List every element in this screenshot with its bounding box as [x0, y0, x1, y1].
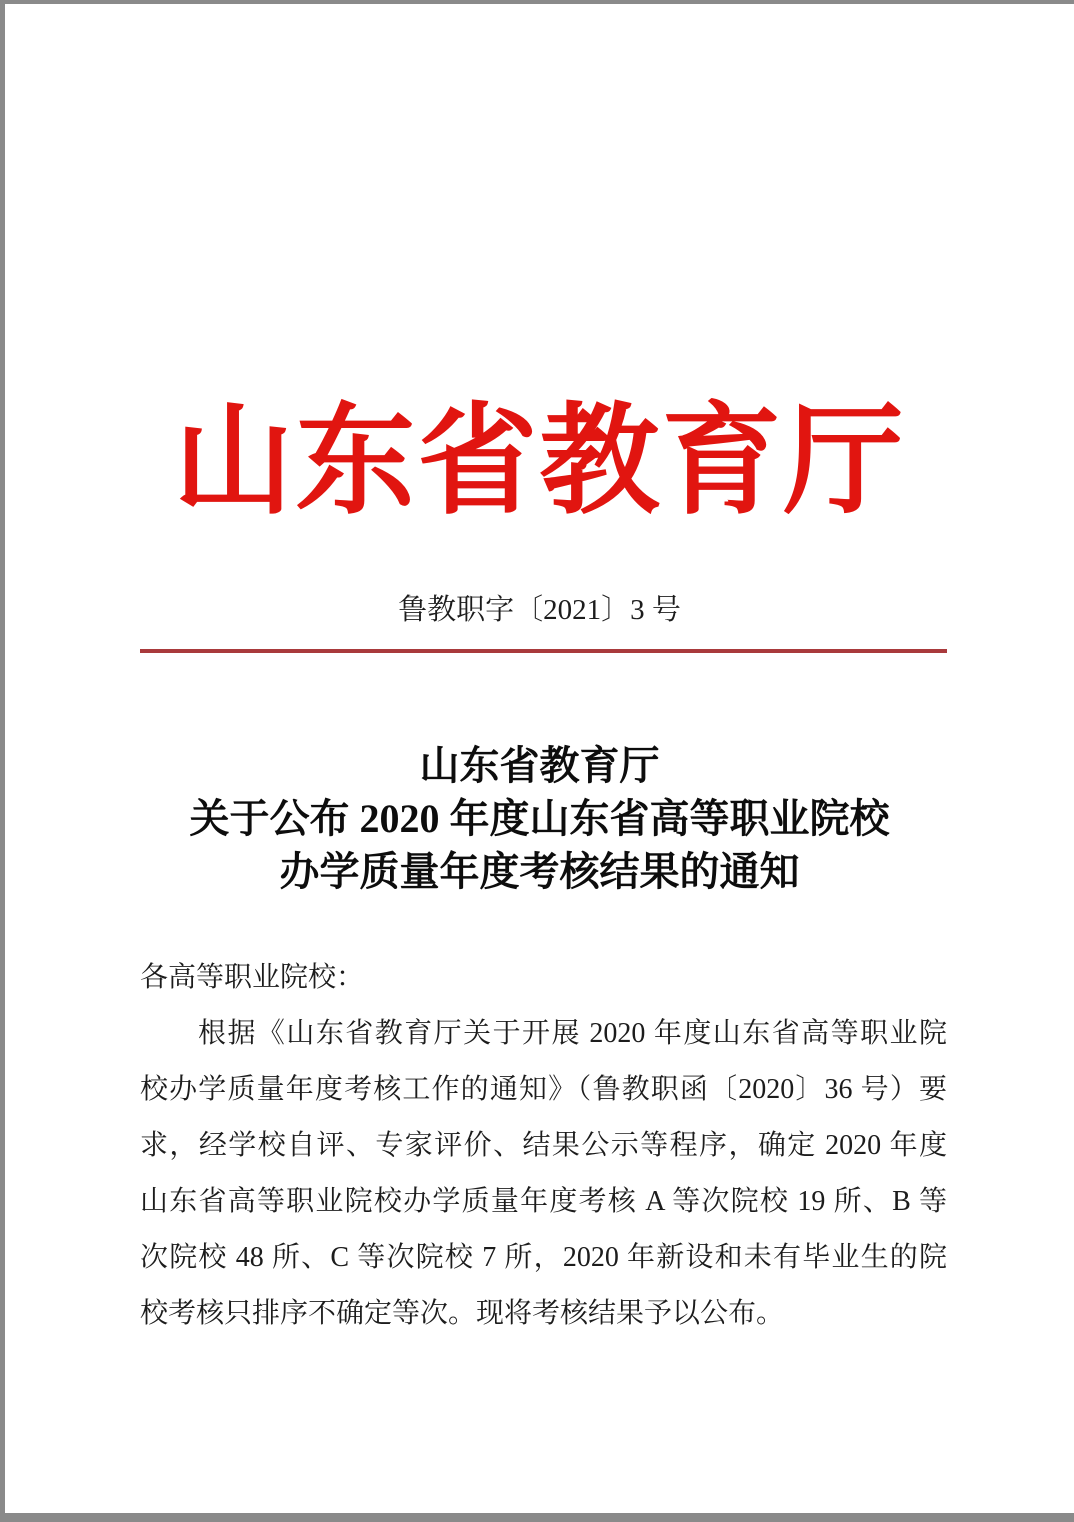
paragraph-line: 校考核只排序不确定等次。现将考核结果予以公布。: [140, 1298, 785, 1329]
paragraph-line: 次院校 48 所、C 等次院校 7 所，2020 年新设和未有毕业生的院: [140, 1242, 947, 1273]
notice-title-line-2: 关于公布 2020 年度山东省高等职业院校: [189, 796, 890, 841]
agency-header-title: 山东省教育厅: [173, 395, 906, 528]
salutation-line: 各高等职业院校：: [140, 962, 365, 993]
document-number: 鲁教职字〔2021〕3 号: [398, 594, 681, 626]
paragraph-line: 校办学质量年度考核工作的通知》（鲁教职函〔2020〕36 号）要: [140, 1074, 947, 1105]
paragraph-line: 根据《山东省教育厅关于开展 2020 年度山东省高等职业院: [198, 1018, 947, 1049]
notice-title-line-1: 山东省教育厅: [419, 743, 660, 788]
red-divider-line: [140, 649, 947, 653]
paragraph-line: 山东省高等职业院校办学质量年度考核 A 等次院校 19 所、B 等: [140, 1186, 947, 1217]
notice-title-line-3: 办学质量年度考核结果的通知: [279, 849, 800, 894]
notice-title: [5, 739, 1074, 898]
paragraph-line: 求，经学校自评、专家评价、结果公示等程序，确定 2020 年度: [140, 1130, 947, 1161]
notice-body: [140, 950, 947, 1342]
